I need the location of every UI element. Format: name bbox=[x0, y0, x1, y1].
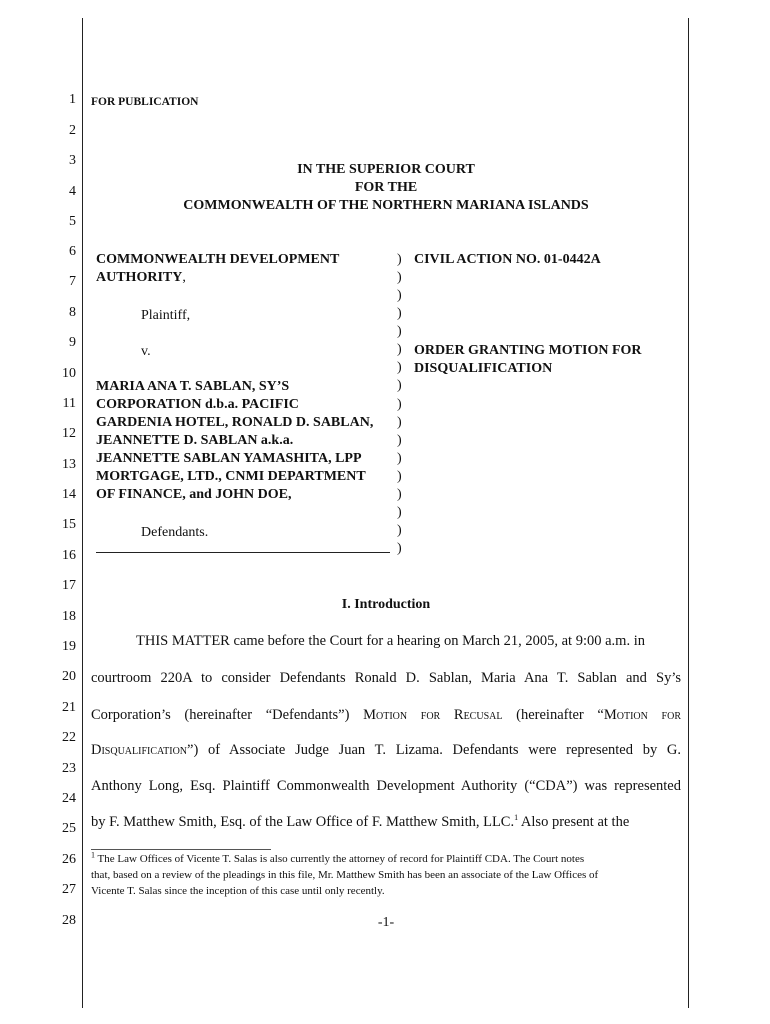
section-heading: I. Introduction bbox=[341, 597, 431, 612]
right-margin-rule bbox=[688, 18, 689, 1008]
caption-paren: ) bbox=[397, 397, 402, 412]
footnote-line-2: that, based on a review of the pleadings in this file, Mr. Matthew Smith has been an associate of the Law Offices of bbox=[91, 869, 599, 881]
caption-paren: ) bbox=[397, 342, 402, 357]
line-number: 6 bbox=[69, 244, 76, 259]
caption-underline bbox=[96, 552, 390, 553]
page-number: -1- bbox=[377, 915, 395, 930]
line-number: 28 bbox=[62, 913, 76, 928]
line-number: 20 bbox=[62, 669, 76, 684]
caption-paren: ) bbox=[397, 505, 402, 520]
plaintiff-name-line1: COMMONWEALTH DEVELOPMENT bbox=[96, 252, 340, 267]
defendants-line: JEANNETTE SABLAN YAMASHITA, LPP bbox=[96, 451, 362, 466]
caption-paren: ) bbox=[397, 523, 402, 538]
defendants-line: MORTGAGE, LTD., CNMI DEPARTMENT bbox=[96, 469, 366, 484]
defendants-label: Defendants. bbox=[141, 525, 209, 540]
line-number: 7 bbox=[69, 274, 76, 289]
defendants-line: CORPORATION d.b.a. PACIFIC bbox=[96, 397, 299, 412]
line-number: 18 bbox=[62, 609, 76, 624]
plaintiff-comma: , bbox=[182, 270, 186, 285]
caption-paren: ) bbox=[397, 270, 402, 285]
plaintiff-name-line2-text: AUTHORITY bbox=[96, 270, 183, 285]
order-title-line1: ORDER GRANTING MOTION FOR bbox=[414, 343, 642, 358]
court-title-line2: FOR THE bbox=[354, 180, 418, 195]
line-number: 1 bbox=[69, 92, 76, 107]
footnote-marker: 1 bbox=[91, 850, 95, 860]
caption-paren: ) bbox=[397, 541, 402, 556]
court-title-line3: COMMONWEALTH OF THE NORTHERN MARIANA ISLANDS bbox=[183, 198, 589, 213]
caption-paren: ) bbox=[397, 415, 402, 430]
caption-paren: ) bbox=[397, 324, 402, 339]
body-line-3-part-a: Corporation’s (hereinafter “Defendants”) bbox=[91, 707, 364, 723]
line-number: 10 bbox=[62, 366, 76, 381]
caption-paren: ) bbox=[397, 469, 402, 484]
footnote-separator bbox=[91, 849, 271, 850]
defendants-line: JEANNETTE D. SABLAN a.k.a. bbox=[96, 433, 294, 448]
line-number: 11 bbox=[62, 396, 76, 411]
defendants-line: GARDENIA HOTEL, RONALD D. SABLAN, bbox=[96, 415, 374, 430]
line-number: 5 bbox=[69, 214, 76, 229]
body-line-6-part-b: Also present at the bbox=[518, 814, 630, 830]
caption-paren: ) bbox=[397, 378, 402, 393]
caption-paren: ) bbox=[397, 360, 402, 375]
body-line-3 bbox=[91, 706, 681, 724]
body-line-3-part-b: (hereinafter “ bbox=[502, 707, 604, 723]
footnote-line-1 bbox=[91, 851, 681, 867]
footnote-text-1: The Law Offices of Vicente T. Salas is also currently the attorney of record for Plaintiff CDA. The Court notes bbox=[95, 853, 585, 865]
left-margin-rule bbox=[82, 18, 83, 1008]
caption-paren: ) bbox=[397, 451, 402, 466]
line-number: 25 bbox=[62, 821, 76, 836]
line-number: 17 bbox=[62, 578, 76, 593]
line-number: 22 bbox=[62, 730, 76, 745]
for-publication-label: FOR PUBLICATION bbox=[91, 96, 199, 108]
line-number: 24 bbox=[62, 791, 76, 806]
line-number: 3 bbox=[69, 153, 76, 168]
order-title-line2: DISQUALIFICATION bbox=[414, 361, 553, 376]
defendants-line: OF FINANCE, and JOHN DOE, bbox=[96, 487, 292, 502]
court-title-line1: IN THE SUPERIOR COURT bbox=[297, 162, 475, 177]
line-number: 21 bbox=[62, 700, 76, 715]
plaintiff-label: Plaintiff, bbox=[141, 308, 191, 323]
line-number: 23 bbox=[62, 761, 76, 776]
line-number: 19 bbox=[62, 639, 76, 654]
body-line-4-rest: ”) of Associate Judge Juan T. Lizama. Defendants were represented by G. bbox=[187, 742, 681, 758]
body-line-1: THIS MATTER came before the Court for a hearing on March 21, 2005, at 9:00 a.m. in bbox=[136, 633, 645, 649]
body-line-6 bbox=[91, 813, 681, 831]
line-number: 27 bbox=[62, 882, 76, 897]
civil-action-number: CIVIL ACTION NO. 01-0442A bbox=[414, 252, 601, 267]
motion-for-recusal: Motion for Recusal bbox=[363, 707, 503, 723]
body-line-5: Anthony Long, Esq. Plaintiff Commonwealth Development Authority (“CDA”) was represented bbox=[91, 778, 681, 794]
plaintiff-name-line2 bbox=[96, 269, 186, 286]
versus-label: v. bbox=[141, 344, 151, 359]
footnote-line-3: Vicente T. Salas since the inception of this case until only recently. bbox=[91, 885, 385, 897]
body-line-6-part-a: by F. Matthew Smith, Esq. of the Law Office of F. Matthew Smith, LLC. bbox=[91, 814, 515, 830]
line-number: 14 bbox=[62, 487, 76, 502]
line-number: 13 bbox=[62, 457, 76, 472]
line-number: 15 bbox=[62, 517, 76, 532]
caption-paren: ) bbox=[397, 487, 402, 502]
body-line-4 bbox=[91, 741, 681, 759]
line-number: 2 bbox=[69, 123, 76, 138]
caption-paren: ) bbox=[397, 306, 402, 321]
motion-for-smallcaps: Motion for bbox=[603, 707, 681, 723]
caption-paren: ) bbox=[397, 433, 402, 448]
line-number: 4 bbox=[69, 184, 76, 199]
disqualification-smallcaps: Disqualification bbox=[91, 742, 188, 758]
caption-paren: ) bbox=[397, 252, 402, 267]
caption-paren: ) bbox=[397, 288, 402, 303]
line-number: 26 bbox=[62, 852, 76, 867]
body-line-2: courtroom 220A to consider Defendants Ronald D. Sablan, Maria Ana T. Sablan and Sy’s bbox=[91, 670, 681, 686]
line-number: 12 bbox=[62, 426, 76, 441]
defendants-line: MARIA ANA T. SABLAN, SY’S bbox=[96, 379, 290, 394]
footnote-reference[interactable]: 1 bbox=[514, 813, 519, 823]
line-number: 16 bbox=[62, 548, 76, 563]
line-number: 9 bbox=[69, 335, 76, 350]
line-number: 8 bbox=[69, 305, 76, 320]
